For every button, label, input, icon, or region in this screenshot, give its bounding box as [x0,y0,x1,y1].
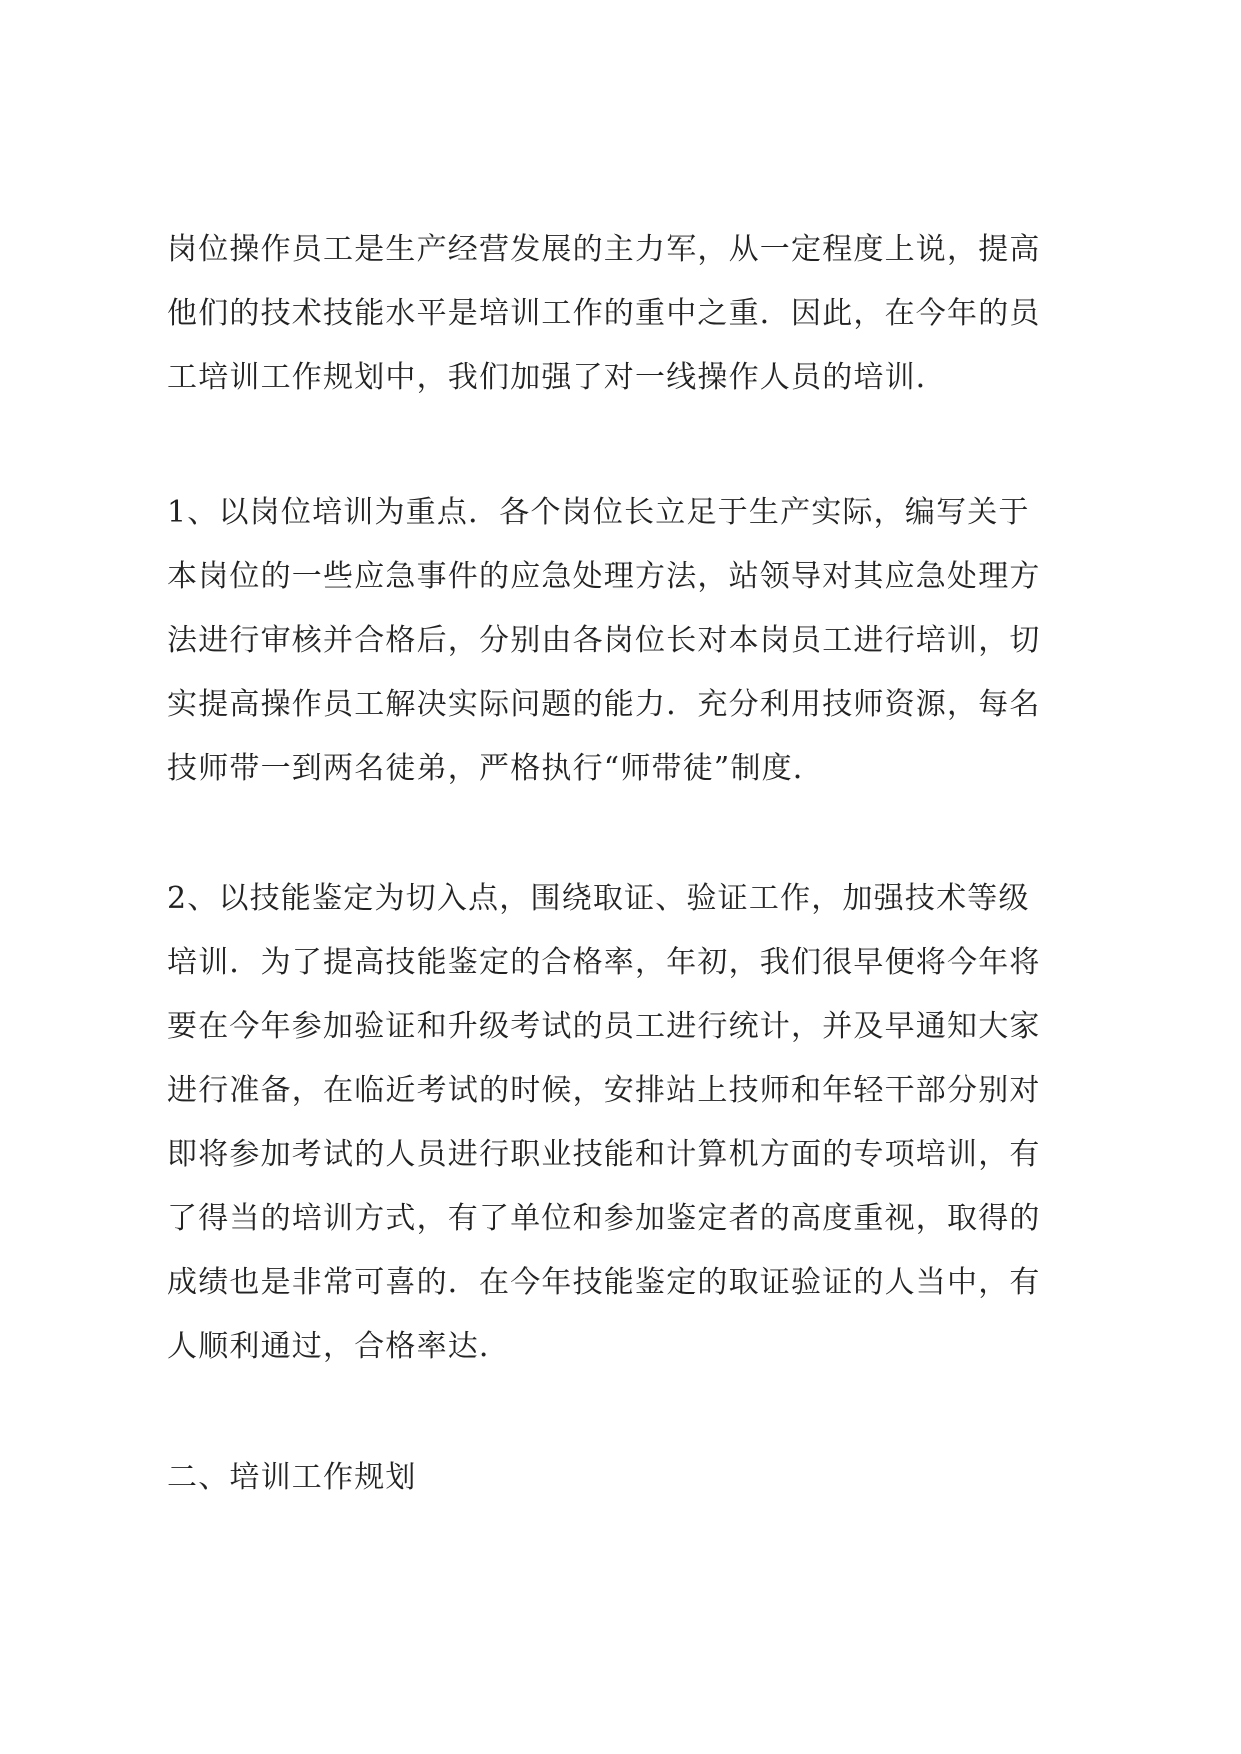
paragraph-item-2: 2、以技能鉴定为切入点，围绕取证、验证工作，加强技术等级 培训．为了提高技能鉴定的合格率，年初，我们很早便将今年将 要在今年参加验证和升级考试的员工进行统计，并及早通知大家 进行准备，在临近考试的时候，安排站上技师和年轻干部分别对 即将参加考试的人员进行职业技能和计算机方面的专项培训，有 了得当的培训方式，有了单位和参加鉴定者的高度重视，取得的 成绩也是非常可喜的．在今年技能鉴定的取证验证的人当中，有 人顺利通过，合格率达． [167,881,1041,1364]
paragraph-item-1: 1、以岗位培训为重点．各个岗位长立足于生产实际，编写关于 本岗位的一些应急事件的应急处理方法，站领导对其应急处理方 法进行审核并合格后，分别由各岗位长对本岗员工进行培训，切 实提高操作员工解决实际问题的能力．充分利用技师资源，每名 技师带一到两名徒弟，严格执行“师带徒”制度． [167,495,1041,786]
section-heading: 二、培训工作规划 [167,1460,417,1495]
paragraph-intro: 岗位操作员工是生产经营发展的主力军，从一定程度上说，提高 他们的技术技能水平是培训工作的重中之重．因此，在今年的员 工培训工作规划中，我们加强了对一线操作人员的培训． [167,232,1041,395]
